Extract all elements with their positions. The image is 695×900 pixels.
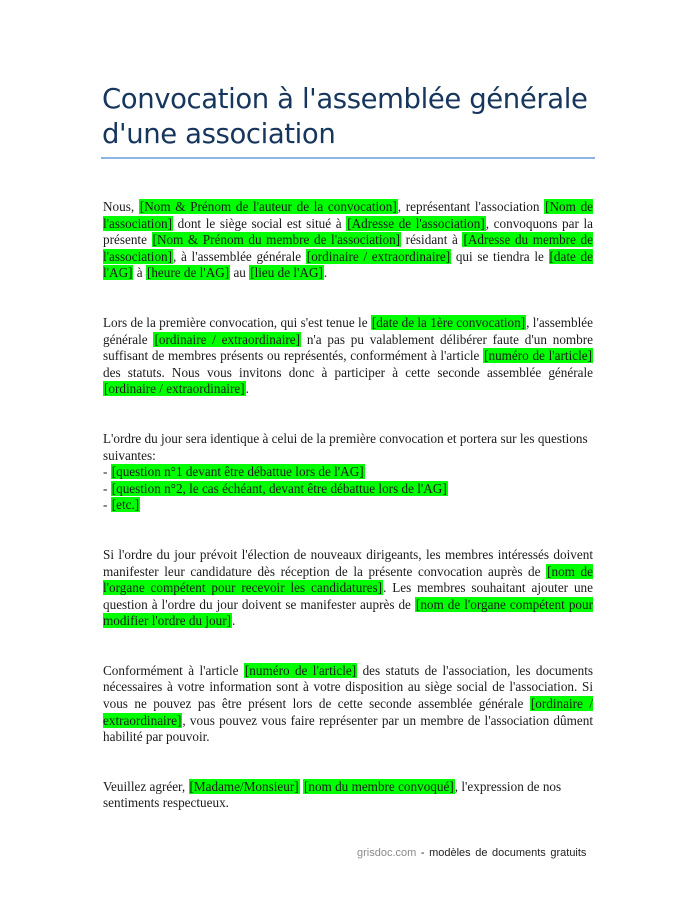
text: . Les membres souhaitant ajouter une question à l'ordre du jour doivent se manifester auprès de	[103, 580, 593, 612]
placeholder-ag-type: [ordinaire / extraordinaire]	[104, 381, 245, 397]
footer-brand-link[interactable]: grisdoc.com	[357, 847, 417, 859]
text: qui se tiendra le	[451, 248, 549, 264]
footer	[357, 847, 586, 859]
placeholder-etc: [etc.]	[111, 497, 140, 513]
text: L'ordre du jour sera identique à celui de la première convocation et portera sur les questions suivantes:	[103, 430, 588, 463]
placeholder-ag-date: [date de l'AG]	[103, 248, 593, 281]
text: , l'expression de nos sentiments respectueux.	[103, 778, 562, 811]
footer-tagline: - modèles de documents gratuits	[416, 847, 587, 859]
text: au	[230, 265, 250, 281]
text: , représentant l'association	[397, 199, 545, 214]
text: , l'assemblée générale	[103, 314, 594, 347]
page-title	[102, 82, 597, 152]
paragraph-agenda	[103, 431, 593, 514]
placeholder-member-address: [Adresse du membre de l'association]	[103, 232, 593, 264]
text: Nous,	[103, 199, 139, 214]
text: n'a pas pu valablement délibérer faute d'un nombre suffisant de membres présents ou représentés, conformément à l'article	[103, 331, 594, 364]
placeholder-member-name: [Nom & Prénom du membre de l'association]	[152, 232, 401, 248]
title-line-1: Convocation à l'assemblée générale	[102, 83, 588, 115]
letter-body	[103, 199, 593, 812]
text: des statuts. Nous vous invitons donc à participer à cette seconde assemblée générale	[103, 364, 593, 380]
text: Conformément à l'article	[103, 662, 244, 678]
paragraph-first-convocation	[103, 315, 593, 398]
paragraph-candidatures	[103, 547, 593, 630]
agenda-item	[103, 481, 593, 498]
placeholder-association-address: [Adresse de l'association]	[347, 215, 485, 231]
text: .	[323, 265, 328, 281]
placeholder-ag-location: [lieu de l'AG]	[250, 265, 323, 281]
placeholder-agenda-body: [nom de l'organe compétent pour modifier l'ordre du jour]	[103, 596, 593, 629]
placeholder-salutation: [Madame/Monsieur]	[189, 778, 299, 794]
text: .	[245, 381, 249, 397]
paragraph-closing	[103, 779, 593, 812]
placeholder-question-1: [question n°1 devant être débattue lors de l'AG]	[111, 464, 364, 480]
text: , à l'assemblée générale	[173, 248, 306, 264]
text: , vous pouvez vous faire représenter par un membre de l'association dûment habilité par pouvoir.	[103, 712, 593, 745]
text: résidant à	[401, 232, 463, 248]
placeholder-candidatures-body: [nom de l'organe compétent pour recevoir les candidatures]	[103, 563, 593, 596]
placeholder-article-number: [numéro de l'article]	[244, 662, 357, 678]
paragraph-documents	[103, 663, 593, 746]
agenda-item	[103, 464, 593, 481]
text: Si l'ordre du jour prévoit l'élection de nouveaux dirigeants, les membres intéressés doivent manifester leur candidature dès réception de la présente convocation auprès de	[103, 546, 593, 579]
text: dont le siège social est situé à	[173, 215, 347, 231]
placeholder-association-name: [Nom de l'association]	[103, 199, 594, 231]
text: Lors de la première convocation, qui s'est tenue le	[103, 314, 371, 330]
title-line-2: d'une association	[102, 118, 336, 150]
text: .	[232, 613, 236, 629]
placeholder-ag-time: [heure de l'AG]	[146, 265, 230, 281]
agenda-item	[103, 497, 593, 514]
bullet: -	[103, 497, 111, 513]
title-underline-divider	[101, 157, 595, 159]
text: , convoquons par la présente	[103, 215, 593, 248]
placeholder-question-2: [question n°2, le cas échéant, devant être débattue lors de l'AG]	[111, 480, 447, 496]
placeholder-ag-type: [ordinaire / extraordinaire]	[306, 248, 451, 264]
placeholder-first-convocation-date: [date de la 1ère convocation]	[371, 314, 526, 330]
text: Veuillez agréer,	[103, 778, 189, 794]
placeholder-member-convened: [nom du membre convoqué]	[303, 778, 454, 794]
bullet: -	[103, 480, 111, 496]
text: des statuts de l'association, les documents nécessaires à votre information sont à votre disposition au siège social de l'association. Si vous ne pouvez pas être présent lors de cette seconde assemblée générale	[103, 662, 593, 712]
paragraph-convocation	[103, 199, 593, 282]
placeholder-article-number: [numéro de l'article]	[484, 348, 592, 364]
text: à	[133, 265, 146, 281]
placeholder-author-name: [Nom & Prénom de l'auteur de la convocation]	[139, 199, 397, 214]
bullet: -	[103, 464, 111, 480]
placeholder-ag-type: [ordinaire / extraordinaire]	[154, 331, 301, 347]
placeholder-ag-type: [ordinaire / extraordinaire]	[103, 696, 593, 728]
